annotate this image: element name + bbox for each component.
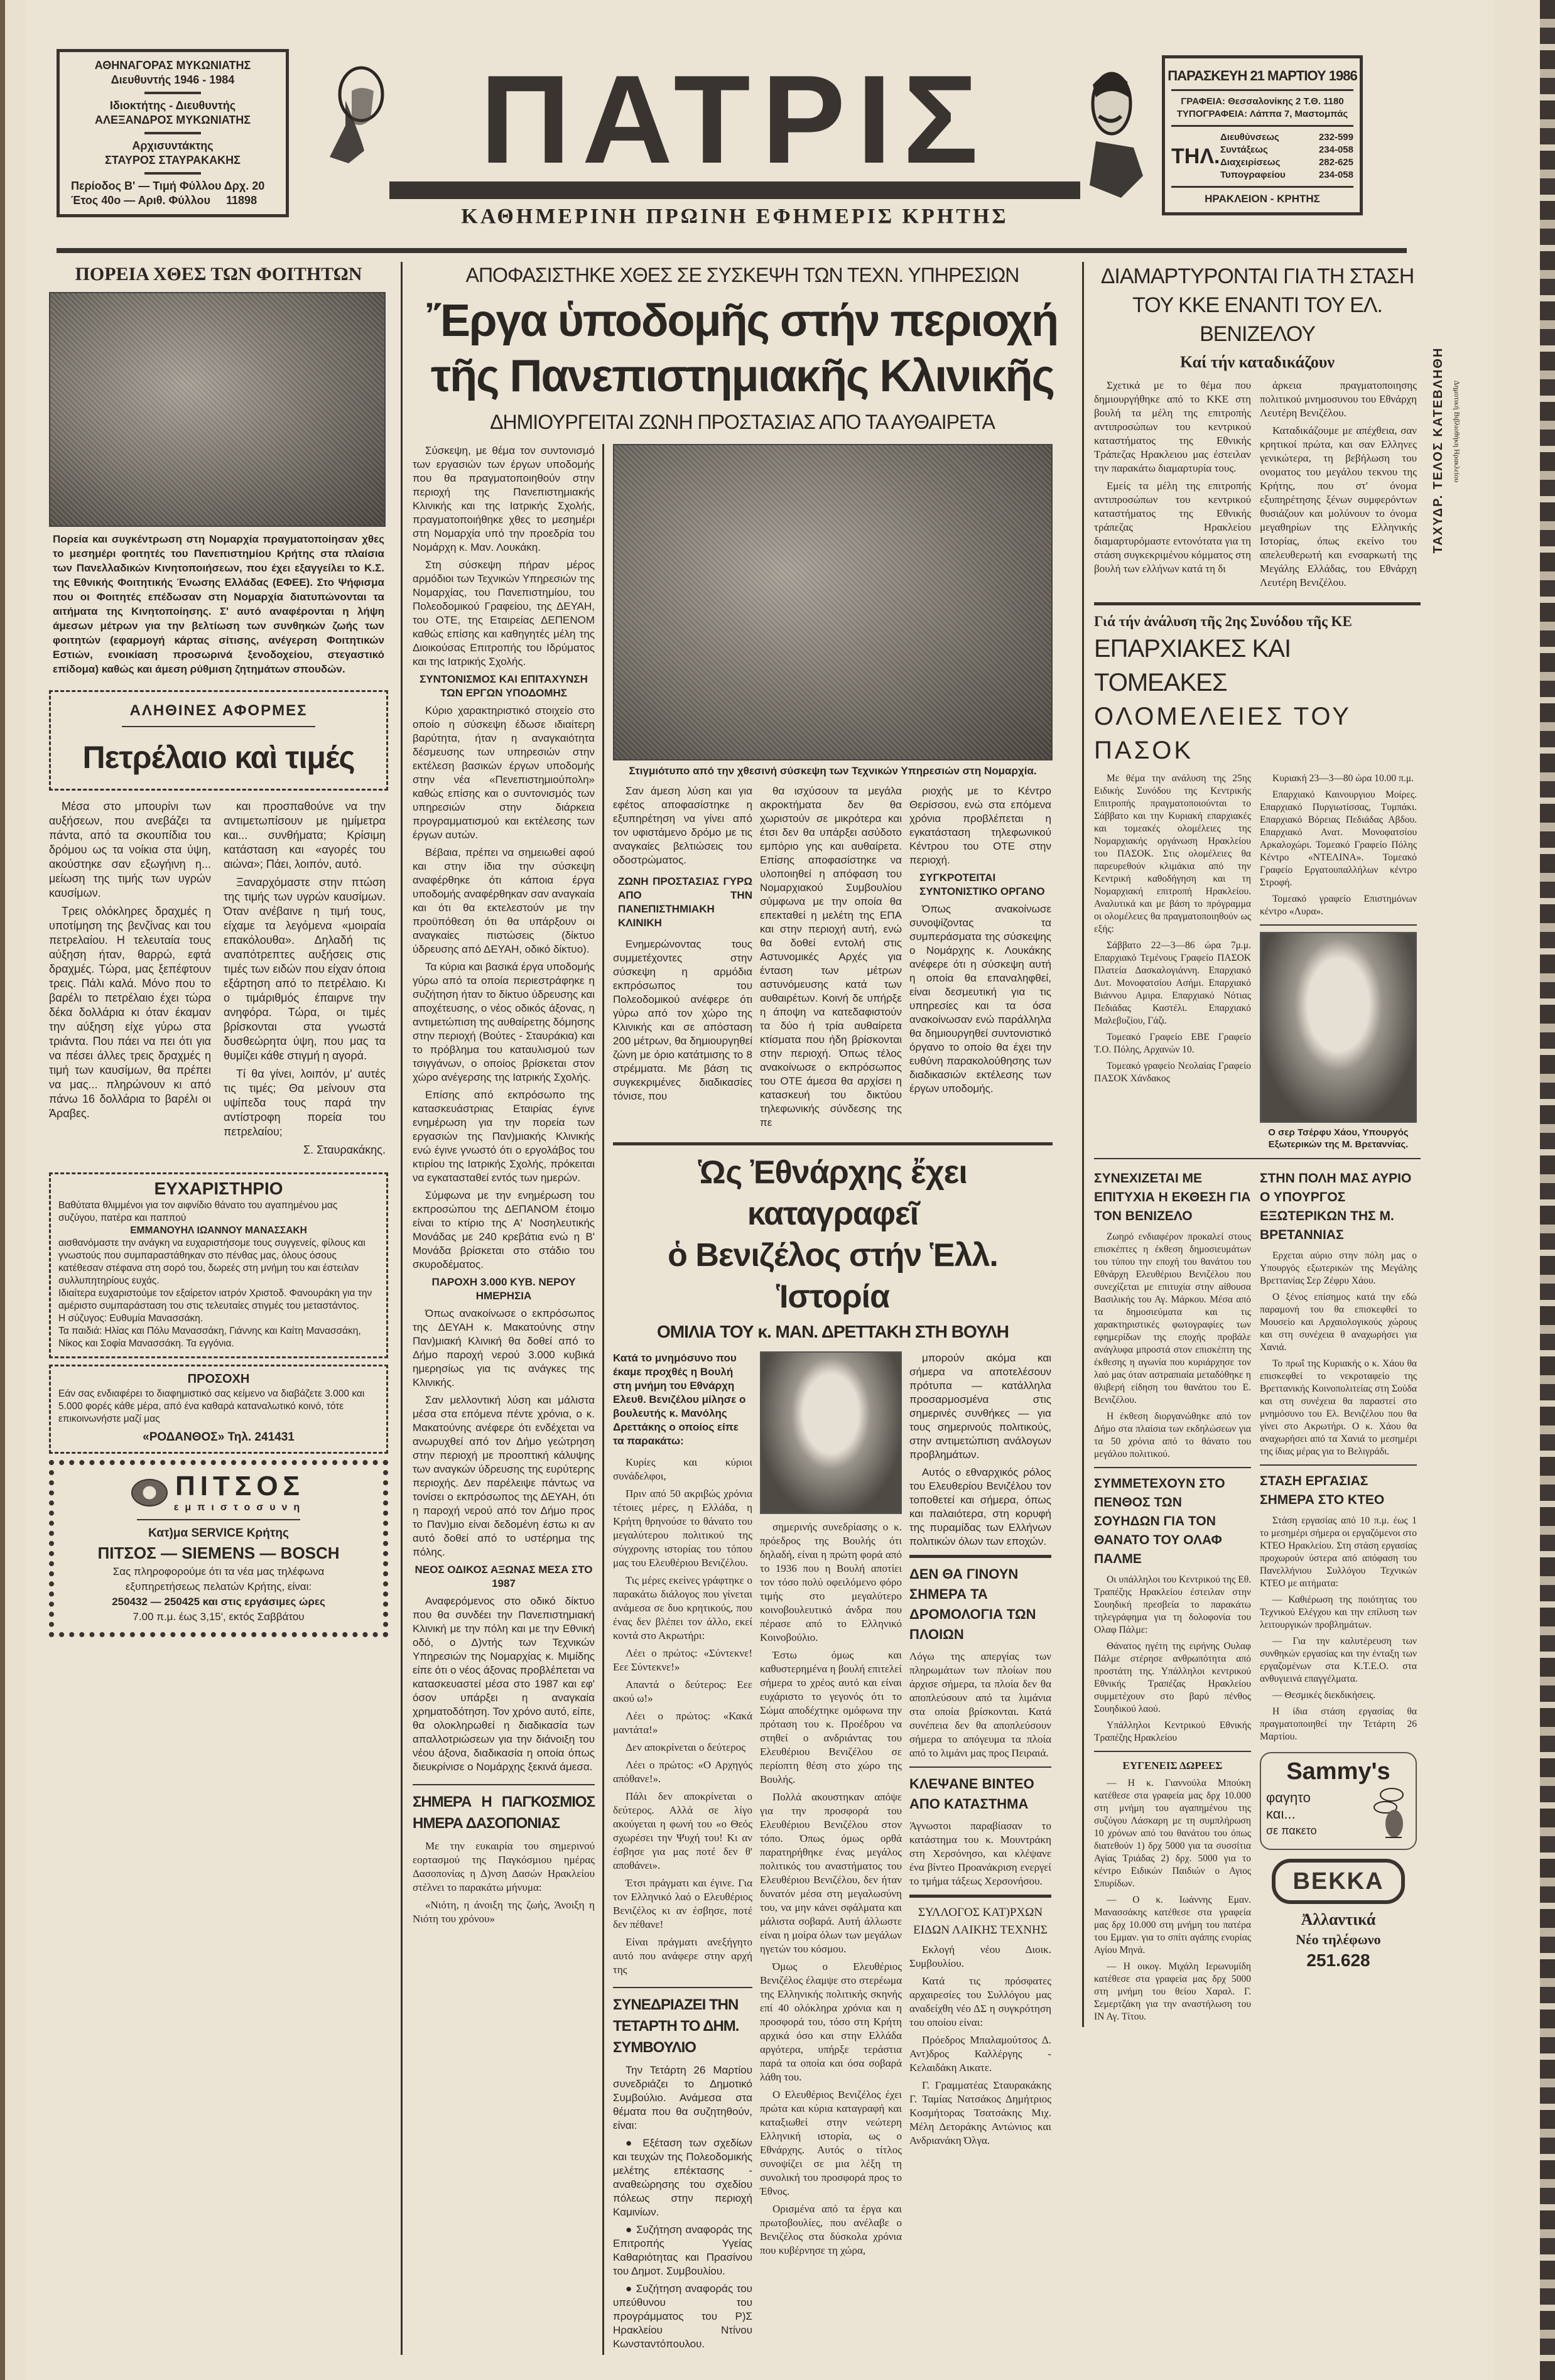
- sammys-ad: [1260, 1752, 1417, 1850]
- sammys-line2: και...: [1266, 1806, 1296, 1822]
- portrait-right-icon: [1083, 66, 1146, 198]
- pitsos-store: Κατ)μα SERVICE Κρήτης: [148, 1527, 289, 1540]
- right-lower-col1: [1094, 1166, 1251, 2027]
- drettakis-photo: [760, 1351, 902, 1514]
- vekka-logo: [1272, 1859, 1405, 1904]
- phone-label: Διευθύνσεως: [1220, 132, 1279, 143]
- clinic-subhead-road: ΝΕΟΣ ΟΔΙΚΟΣ ΑΞΩΝΑΣ ΜΕΣΑ ΣΤΟ 1987: [414, 1564, 593, 1589]
- paragraph: Βέβαια, πρέπει να σημειωθεί αφού και στην ίδια την σύσκεψη αναφέρθηκε ότι κάποια έργα υποδομής αναφέρθηκαν σαν αναγκαία και ότι θα εκτελεστούν με την προϋπόθεση ότι θα υπάρξουν οι αναγκαίες πιστώσεις (δίκτυο ύδρευσης από ΔΕΥΑΗ, οδικό δίκτυο).: [413, 847, 595, 955]
- section-rule: [1094, 602, 1421, 605]
- council-item-text: Εξέταση των σχεδίων και τευχών της Πολεοδομικής μελέτης επέκτασης - αναθεώρησης του σχεδίου πόλεως στην περιοχή Καμινίων.: [613, 2137, 752, 2218]
- phone-row: [1220, 131, 1353, 144]
- divider: [1171, 89, 1353, 91]
- phone-list: [1220, 131, 1353, 181]
- venizelos-lead: Κατά το μνημόσυνο που έκαμε προχθές η Βουλή στη μνήμη του Εθνάρχη Ελευθ. Βενιζέλου μίλησε ο βουλευτής κ. Μανόλης Δρεττάκης ο οποίος είπε τα παρακάτω:: [613, 1352, 746, 1447]
- paragraph: Επαρχιακό Καινουργιου Μοίρες. Επαρχιακό Πυργιωτίσσας, Τυμπάκι. Επαρχιακό Βόρειας Πεδιάδας Αβδου. Επαρχιακό Ανατ. Μονοφατσίου Αρκαλοχώρι. Τομεακό Γραφείο Πόλης Κέντρο «ΝΤΕΛΙΝΑ». Τομεακό Γραφείο Εργατουπαλλήλων κέντρο Στροφή.: [1260, 789, 1417, 888]
- postage-strip: [1429, 312, 1447, 588]
- thanks-text: αισθανόμαστε την ανάγκη να ευχαριστήσομε τους συγγενείς, φίλους και γνωστούς που συμπαραστάθηκαν στο πένθας μας, όλους όσους κατέθεσαν στέφανα στη σορό του, δωρεές στη μνήμη του και έστειλαν συλλυπητηρίους ευχάς.: [58, 1238, 366, 1286]
- venizelos-col1: [613, 1456, 752, 1977]
- pitsos-hours: 7.00 π.μ. έως 3,15', εκτός Σαββάτου: [133, 1611, 305, 1623]
- students-march-photo: [49, 292, 386, 527]
- newspaper-page: [25, 0, 1495, 2380]
- kke-columns: [1094, 379, 1421, 593]
- folk-art-text: [909, 1943, 1051, 2148]
- ferries-headline: ΔΕΝ ΘΑ ΓΙΝΟΥΝ ΣΗΜΕΡΑ ΤΑ ΔΡΟΜΟΛΟΓΙΑ ΤΩΝ ΠΛΟΙΩΝ: [909, 1566, 1036, 1642]
- donation-item: — Η κ. Γιαννούλα Μπούκη κατέθεσε στα γραφεία μας δρχ 10.000 στη μνήμη του αγαπημένου της συζύγου Λάσκαρη με τη συμπλήρωση 10 χρόνων από του θανάτου του όπως διατεθούν 1) δρχ 5000 για τα συσσίτια Αγίας Τριάδας 2) δρχ. 5000 για το κέντρο Ειδικών Παιδιών ο Αγιος Σπυρίδων.: [1094, 1778, 1251, 1889]
- attention-title: ΠΡΟΣΟΧΗ: [187, 1372, 250, 1386]
- phone-row: [1220, 156, 1353, 169]
- paragraph: Όπως ανακοίνωσε ο εκπρόσωπος της ΔΕΥΑΗ κ. Μακατούνης στην Παν)μιακή Κλινική θα δοθεί από το Δήμο παροχή νερού 3.000 κυβικά ημερησίως για τις ανάγκες της Κλινικής.: [413, 1307, 595, 1388]
- palme-headline: ΣΥΜΜΕΤΕΧΟΥΝ ΣΤΟ ΠΕΝΘΟΣ ΤΩΝ ΣΟΥΗΔΩΝ ΓΙΑ ΤΟΝ ΘΑΝΑΤΟ ΤΟΥ ΟΛΑΦ ΠΑΛΜΕ: [1094, 1476, 1225, 1566]
- oil-col2: [224, 799, 386, 1161]
- paragraph: Έστω όμως και καθυστερημένα η βουλή επιτελεί σήμερα το χρέος αυτό και είναι ευχάριστο το γεγονός ότι το Σώμα αποδέχτηκε ομόφωνα την πρόταση του κ. Προέδρου να στηθεί ο ανδριάντας του Ελευθέριου Βενιζέλου σε περίοπτη θέση στο χώρο της Βουλής.: [760, 1649, 902, 1785]
- pitsos-brand: ΠΙΤΣΟΣ: [175, 1471, 305, 1501]
- right-column: [1082, 262, 1421, 2027]
- clinic-lower-columns: [613, 784, 1053, 1133]
- masthead-bottom-rule: [57, 248, 1407, 253]
- paragraph: Η έκθεση διοργανώθηκε από τον Δήμο στα πλαίσια των εκδηλώσεων για τα 50 χρόνια από το θάνατο του μεγάλου πολιτικού.: [1094, 1411, 1251, 1459]
- clinic-col2: [613, 784, 752, 1107]
- divider: [1171, 125, 1353, 127]
- paragraph: Στη σύσκεψη πήραν μέρος αρμόδιοι των Τεχνικών Υπηρεσιών της Νομαρχίας, του Πανεπιστημίου, του Πολεοδομικού Γραφείου, της ΔΕΥΑΗ, του ΟΤΕ, της Εταιρείας ΔΕΠΕΝΟΜ καθώς επίσης και καθηγητές μέλη της Διοικούσας Επιτροπής του Ιδρύματος και της Ιατρικής Σχολής.: [413, 559, 595, 668]
- pasok-headline-1: ΕΠΑΡΧΙΑΚΕΣ ΚΑΙ ΤΟΜΕΑΚΕΣ: [1094, 635, 1291, 696]
- title-underbar: [389, 181, 1080, 199]
- pitsos-logo-icon: [131, 1479, 168, 1506]
- paragraph: Ερχεται αύριο στην πόλη μας ο Υπουργός εξωτερικών της Μεγάλης Βρεττανίας Σερ Ζέφρυ Χάου.: [1260, 1250, 1417, 1286]
- exhibition-headline: ΣΥΝΕΧΙΖΕΤΑΙ ΜΕ ΕΠΙΤΥΧΙΑ Η ΕΚΘΕΣΗ ΓΙΑ ΤΟΝ ΒΕΝΙΖΕΛΟ: [1094, 1171, 1251, 1223]
- masthead-subtitle: ΚΑΘΗΜΕΡΙΝΗ ΠΡΩΙΝΗ ΕΦΗΜΕΡΙΣ ΚΡΗΤΗΣ: [461, 205, 1009, 228]
- page-edge-left: [0, 0, 5, 2380]
- vekka-brand: ΒΕΚΚΑ: [1292, 1868, 1384, 1895]
- paragraph: Όμως ο Ελευθέριος Βενιζέλος έλαμψε στο στερέωμα της Ελληνικής πολιτικής σκηνής επί 40 ολόκληρα χρόνια και η προσφορά του, τόσο στη Κρήτη αρχικά όσο και στην Ελλάδα αργότερα, υπήρξε τεράστια παρά τα οποία και όσα σοβαρά λάθη του.: [760, 1961, 902, 2083]
- paragraph: θα ισχύσουν τα μεγάλα ακροκτήματα δεν θα χωριστούν σε μικρότερα και έτσι δεν θα υπάρξει ασύδοτο εμπόριο γης και αυθαίρετα. Επίσης αποφασίστηκε να υλοποιηθεί η απόφαση του Νομαρχιακού Συμβουλίου σύμφωνα με την οποία θα επεκταθεί η μελέτη της ΕΠΑ και στην περιοχή αυτή, ενώ θα δοθεί εντολή στις Αστυνομικές Αρχές για ένταση των μέτρων αστυνόμευσης κατά των αυθαιρέτων. Κοινή δε υπήρξε η άποψη να κατεδαφιστούν τα δύο ή τρία αυθαίρετα κτίσματα που ήδη βρίσκονται στην περιοχή. Όπως τέλος ανακοίνωσε ο εκπρόσωπος του ΟΤΕ άμεσα θα αρχίσει η κατασκευή του δικτύου τηλεφωνικής σύνδεσης της πε: [760, 785, 902, 1128]
- strike-item-text: Για την καλυτέρευση των συνθηκών εργασίας και την ένταξη των εργαζομένων στα Κ.Τ.Ε.Ο. στα ανθυγιεινά επαγγέλματα.: [1260, 1636, 1417, 1684]
- clinic-subhead-water: ΠΑΡΟΧΗ 3.000 ΚΥΒ. ΝΕΡΟΥ ΗΜΕΡΗΣΙΑ: [431, 1276, 576, 1302]
- clinic-kicker: ΑΠΟΦΑΣΙΣΤΗΚΕ ΧΘΕΣ ΣΕ ΣΥΣΚΕΨΗ ΤΩΝ ΤΕΧΝ. ΥΠΗΡΕΣΙΩΝ: [465, 264, 1019, 286]
- paragraph: Ξαναρχόμαστε στην πτώση της τιμής των υγρών καυσίμων. Όταν ανέβαινε η τιμή τους, είχαμε τα λεγόμενα «μοιραία επακόλουθα». Δηλαδή τις αναπότρεπτες αυξήσεις στις τιμές των ειδών που είχαν όποια εξάρτηση από το πετρέλαιο. Κι ο τιμάριθμός έπαιρνε την ανηφόρα. Τώρα, οι τιμές βρίσκονται στα γνωστά δυσθεώρητα ύψη, που μας τα θυμίζει κάθε στιγμή η αγορά.: [224, 876, 386, 1062]
- paragraph: άρκεια πραγματοποιησης πολιτικού μνημοσυνου του Εθνάρχη Λευτέρη Βενιζέλου.: [1260, 379, 1417, 419]
- paragraph: Κατά τις πρόσφατες αρχαιρεσίες του Συλλόγου μας αναδείχθη νέο ΔΣ η συγκρότηση του οποίου είναι:: [909, 1975, 1051, 2028]
- masthead-title: [389, 58, 1080, 229]
- phone-number: 232-599: [1318, 132, 1353, 143]
- page-edge-right: [1540, 0, 1555, 2380]
- oil-kicker: ΑΛΗΘΙΝΕΣ ΑΦΟΡΜΕΣ: [129, 702, 308, 719]
- section-rule: [1260, 924, 1417, 926]
- paragraph: Σαν μελλοντική λύση και μάλιστα μέσα στα επόμενα πέντε χρόνια, ο κ. Μακατούνης ανέφερε ότι ενδέχεται να ανωρυχθεί από τον Δήμο γεώτρηση στην περιοχή με προοπτική κάλυψης των αναγκών ύδρευσης της ευρύτερης περιοχής. Δεν παρέλειψε πάντως να τονίσει ο εκπρόσωπος της ΔΕΥΑΗ, ότι η παροχή νερού από τον Δήμο προς το Παν)μιο είναι δεδομένη έστω κι αν αυτό δοθεί από το υστέρημα της πόλης.: [413, 1394, 595, 1558]
- council-item: ● Εξέταση των σχεδίων και τευχών της Πολεοδομικής μελέτης επέκτασης - αναθεώρησης του σχεδίου πόλεως στην περιοχή Καμινίων.: [613, 2137, 752, 2218]
- divider: [122, 726, 315, 727]
- paragraph: Σύσκεψη, με θέμα τον συντονισμό των εργασιών των έργων υποδομής που θα πραγματοποιηθούν στην περιοχή της Πανεπιστημιακής Κλινικής και της Ιατρικής Σχολής, πραγματοποιήθηκε χθες το μεσημέρι στη Νομαρχία υπό την προεδρία του Νομάρχη κ. Μαν. Λουκάκη.: [413, 445, 595, 553]
- kke-col2: [1260, 379, 1417, 593]
- paragraph: Εμείς τα μέλη της επιτροπής αντιπροσώπων του κεντρικού καταστήματος της Εθνικής τράπεζας Ηρακλείου διαμαρτυρόμαστε εντονότατα για τη στάση συγκεκριμένου κόμματος στη βουλή των ελλήνων κατά τη δι: [1094, 480, 1251, 575]
- paragraph: Με την ευκαιρία του σημερινού εορτασμού της Παγκόσμιου ημέρας Δασοπονίας η Δ)νση Δασών Ηρακλείου στέλνει το παρακάτω μήνυμα:: [413, 1840, 595, 1893]
- section-rule: [1094, 1158, 1421, 1159]
- pasok-col1: [1094, 772, 1251, 1089]
- section-rule: [1094, 1751, 1251, 1752]
- palme-text: [1094, 1574, 1251, 1744]
- year-label: Έτος 40ο — Αριθ. Φύλλου: [71, 194, 210, 207]
- paragraph: Γ. Γραμματέας Σταυρακάκης Γ. Ταμίας Νατσάκος Δημήτριος Κοσμήτορας Τσατσάκης Μιχ. Μέλη Δετοράκης Αντώνιος και Ανδριανάκη Όλγα.: [909, 2079, 1051, 2146]
- pitsos-phones: 250432 — 250425 και στις εργάσιμες ώρες: [112, 1596, 325, 1608]
- strike-item-text: Θεσμικές διεκδικήσεις.: [1284, 1690, 1376, 1701]
- section-rule: [413, 1784, 595, 1785]
- pasok-columns: [1094, 772, 1421, 1150]
- printing-address: ΤΥΠΟΓΡΑΦΕΙΑ: Λάππα 7, Μαστομπάς: [1176, 109, 1348, 119]
- signature: Σ. Σταυρακάκης.: [303, 1144, 386, 1156]
- paragraph: Σύμφωνα με την ενημέρωση του εκπροσώπου της ΔΕΠΑΝΟΜ έτοιμο είναι το κτίριο της Α' Νοσηλευτικής Μονάδας με 240 κρεβάτια ενώ η Β' Μονάδα βρίσκεται στο στάδιο του σκυροδέματος.: [413, 1189, 595, 1270]
- vekka-ad: [1260, 1859, 1417, 1972]
- paragraph: Επίσης από εκπρόσωπο της κατασκευάστριας Εταιρίας έγινε ενημέρωση για την πορεία των εργασιών της Παν)μιακής Κλινικής ενώ έγινε γνωστό ότι ο εργολάβος του κτιρίου της Ιατρικής Σχολής, πρόκειται να εγκατασταθεί εντός των ημερών.: [413, 1089, 595, 1184]
- paragraph: Ο ξένος επίσημος κατά την εδώ παραμονή του θα επισκεφθεί το Μουσείο και Αρχαιολογικούς χώρους και στη συνέχεια θ αναχωρήσει για Χανιά.: [1260, 1292, 1417, 1353]
- thanks-deceased: ΕΜΜΑΝΟΥΗΛ ΙΩΑΝΝΟΥ ΜΑΝΑΣΣΑΚΗ: [130, 1225, 307, 1236]
- phone-number: 234-058: [1318, 144, 1353, 155]
- phone-label: Τυπογραφείου: [1220, 170, 1286, 180]
- council-item: ● Συζήτηση αναφοράς της Επιτροπής Υγείας Καθαριότητας και Πρασίνου του Δημοτ. Συμβουλίου.: [613, 2224, 752, 2277]
- paragraph: Λέει ο πρώτος: «Σύντεκνε! Εεε Σύντεκνε!»: [613, 1647, 752, 1673]
- attention-text: Εάν σας ενδιαφέρει το διαφημιστικό σας κείμενο να διαβάζετε 3.000 και 5.000 φορές κάθε μέρα, από ένα καθαρά καταναλωτικό κοινό, τότε επικοινωνήστε μαζί μας: [58, 1388, 365, 1424]
- vekka-phone: 251.628: [1306, 1950, 1370, 1970]
- pitsos-line1: Σας πληροφορούμε ότι τα νέα μας τηλέφωνα: [112, 1566, 325, 1577]
- donation-text: Η κ. Γιαννούλα Μπούκη κατέθεσε στα γραφεία μας δρχ 10.000 στη μνήμη του αγαπημένου της συζύγου Λάσκαρη με τη συμπλήρωση 10 χρόνων από του θανάτου του όπως διατεθούν 1) δρχ 5000 για τα συσσίτια Αγίας Τριάδας 2) δρχ. 5000 για το κέντρο Ειδικών Παιδιών ο Αγιος Σπυρίδων.: [1094, 1778, 1251, 1889]
- founder-role: Διευθυντής 1946 - 1984: [111, 73, 235, 86]
- pasok-kicker: Γιά τήν ἀνάλυση τῆς 2ης Συνόδου τῆς ΚΕ: [1094, 614, 1352, 629]
- paragraph: Η ίδια στάση εργασίας θα πραγματοποιηθεί την Τετάρτη 26 Μαρτίου.: [1260, 1706, 1417, 1742]
- paragraph: μπορούν ακόμα και σήμερα να αποτελέσουν πρότυπα — κατάλληλα προσαρμοσμένα στις σημερινές συνθήκες — για τους σημερινούς πολιτικούς, στην αντιμετώπιση ανάλογων προβλημάτων.: [909, 1352, 1051, 1461]
- donations-headline: ΕΥΓΕΝΕΙΣ ΔΩΡΕΕΣ: [1122, 1760, 1223, 1771]
- strike-item-text: Καθιέρωση της ποιότητας του Τεχνικού Ελέγχου και την επίλυση των λειτουργικών προβλημάτων.: [1260, 1594, 1417, 1630]
- paragraph: Κύριο χαρακτηριστικό στοιχείο στο οποίο η σύσκεψη έδωσε ιδιαίτερη βαρύτητα, ήταν η αναγκαιότητα δέσμευσης των υπηρεσιών στην εκτέλεση βασικών έργων υποδομής στην νέα «Πενεπιστημιούπολη» καθώς επίσης και ο συντονισμός των υπηρεσιών στην διάρκεια προγραμματισμού και εκτέλεσης των έργων αυτών.: [413, 705, 595, 841]
- venizelos-headline-1: Ὡς Ἐθνάρχης ἔχει καταγραφεῖ: [698, 1154, 967, 1232]
- pitsos-ad: [49, 1460, 388, 1637]
- howe-photo: [1260, 932, 1417, 1123]
- palme-quote: Θάνατος ηγέτη της ειρήνης Ουλαφ Πάλμε στέρησε ανθρωπότητα από προστάτη της. Υπάλληλοι κεντρικού Εθνικής Τραπέζας Ηρακλείου συμμετέχουν στο βαρύ πένθος Σουηδικού λαού.: [1094, 1641, 1251, 1714]
- venizelos-headline-2: ὁ Βενιζέλος στήν Ἑλλ. Ἱστορία: [668, 1237, 998, 1315]
- sammys-line3: σε πακετο: [1266, 1824, 1317, 1837]
- minister-headline: ΣΤΗΝ ΠΟΛΗ ΜΑΣ ΑΥΡΙΟ Ο ΥΠΟΥΡΓΟΣ ΕΞΩΤΕΡΙΚΩΝ ΤΗΣ Μ. ΒΡΕΤΑΝΝΙΑΣ: [1260, 1171, 1412, 1242]
- attention-ad: [49, 1365, 388, 1454]
- tel-label: ΤΗΛ.: [1171, 144, 1220, 168]
- clinic-subhead-coordination: ΣΥΝΤΟΝΙΣΜΟΣ ΚΑΙ ΕΠΙΤΑΧΥΝΣΗ ΤΩΝ ΕΡΓΩΝ ΥΠΟΔΟΜΗΣ: [420, 673, 588, 699]
- council-item: ● Συζήτηση αναφοράς του υπεύθυνου του προγράμματος του Ρ)Σ Ηρακλείου Ντίνου Κωνσταντόπουλου.: [613, 2283, 752, 2350]
- masthead-right-box: [1162, 55, 1363, 215]
- section-rule: [909, 1766, 1051, 1768]
- paragraph: Τομεακό γραφείο Επιστημόνων κέντρο «Λυρα».: [1260, 894, 1417, 917]
- clinic-col1: [413, 444, 602, 1930]
- video-theft-headline: ΚΛΕΨΑΝΕ ΒΙΝΤΕΟ ΑΠΟ ΚΑΤΑΣΤΗΜΑ: [909, 1776, 1034, 1812]
- venizelos-col3-wrap: [909, 1351, 1051, 2151]
- council-item-text: Συζήτηση αναφοράς της Επιτροπής Υγείας Καθαριότητας και Πρασίνου του Δημοτ. Συμβουλίου.: [613, 2224, 752, 2277]
- thanks-spouse: Η σύζυγος: Ευθυμία Μανασσάκη.: [58, 1313, 203, 1324]
- paragraph: Απαντά ο δεύτερος: Εεε ακού ω!»: [613, 1679, 752, 1704]
- phone-row: [1220, 144, 1353, 156]
- divider: [1171, 186, 1353, 188]
- postage-paid-text: ΤΑΧΥΔΡ. ΤΕΛΟΣ ΚΑΤΕΒΛΗΘΗ: [1431, 347, 1445, 554]
- minister-text: [1260, 1250, 1417, 1458]
- phone-row: [1220, 169, 1353, 181]
- paragraph: Ορισμένα από τα έργα και πρωτοβουλίες, που ανέλαβε ο Βενιζέλος στα δύσκολα χρόνια που κυβέρνησε τη χώρα,: [760, 2203, 902, 2256]
- portrait-left-icon: [327, 63, 389, 188]
- divider: [144, 172, 201, 175]
- venizelos-col2: [760, 1520, 902, 2258]
- paragraph: Την Τετάρτη 26 Μαρτίου συνεδριάζει το Δημοτικό Συμβούλιο. Ανάμεσα στα θέματα που θα συζητηθούν, είναι:: [613, 2064, 752, 2131]
- thanks-notice: [49, 1172, 388, 1358]
- period-line: Περίοδος Β' — Τιμή Φύλλου Δρχ. 20: [71, 180, 265, 192]
- section-rule: [613, 1142, 1053, 1145]
- sammys-brand: Sammy's: [1286, 1758, 1390, 1785]
- section-rule: [909, 1895, 1051, 1898]
- paragraph: Αναφερόμενος στο οδικό δίκτυο που θα συνδέει την Πανεπιστημιακή Κλινική με την πόλη και με την Εθνική οδό, ο Δ)ντής των Τεχνικών Υπηρεσιών της Νομαρχίας κ. Μιμίδης είπε ότι ο νέος άξονας προβλέπεται να κατασκευαστεί μέσα στο 1987 και εφ' όσον υπάρξει η αναγκαία χρηματοδότηση. Τον χρόνο αυτό, είπε, θα ολοκληρωθεί η διαδικασία των απαλλοτριώσεων για την διάνοιξη του νέου άξονα, διαδικασία η οποία όπως διευκρίνισε ο Νομάρχης ξεκινά άμεσα.: [413, 1595, 595, 1773]
- paragraph: Ενημερώνοντας τους συμμετέχοντες στην σύσκεψη η αρμόδια εκπρόσωπος του Πολεοδομικού ανέφερε ότι γύρω από τον χώρο της Κλινικής και σε απόσταση 200 μέτρων, θα δημιουργηθεί ζώνη με όριο κατάτμισης το 8 στρέμματα. Με βάση τις συγκεκριμένες διαδικασίες τόνισε, που: [613, 938, 752, 1102]
- phone-label: Διαχειρίσεως: [1220, 157, 1281, 168]
- divider: [144, 92, 201, 94]
- clinic-col4: [909, 784, 1051, 1100]
- library-stamp-text: Δημοτική Βιβλιοθήκη Ηρακλείου: [1453, 380, 1461, 483]
- forestry-text: [413, 1839, 595, 1926]
- vekka-line: Νέο τηλέφωνο: [1296, 1932, 1381, 1947]
- kke-headline-1: ΔΙΑΜΑΡΤΥΡΟΝΤΑΙ ΓΙΑ ΤΗ ΣΤΑΣΗ: [1100, 264, 1414, 288]
- kke-headline-2: ΤΟΥ ΚΚΕ ΕΝΑΝΤΙ ΤΟΥ ΕΛ. ΒΕΝΙΖΕΛΟΥ: [1132, 293, 1382, 346]
- venizelos-columns: [613, 1351, 1053, 2355]
- pasok-col2: [1260, 772, 1417, 918]
- paragraph: Είναι πράγματι ανεξήγητο αυτό που ανάφερε στην αρχή της: [613, 1936, 752, 1976]
- strike-headline: ΣΤΑΣΗ ΕΡΓΑΣΙΑΣ ΣΗΜΕΡΑ ΣΤΟ ΚΤΕΟ: [1260, 1474, 1385, 1507]
- section-rule: [1094, 1467, 1251, 1468]
- venizelos-col3: [909, 1351, 1051, 1549]
- phone-number: 282-625: [1318, 157, 1353, 168]
- attention-contact: «ΡΟΔΑΝΘΟΣ» Τηλ. 241431: [143, 1431, 295, 1444]
- folk-art-headline: ΣΥΛΛΟΓΟΣ ΚΑΤ)ΡΧΩΝ ΕΙΔΩΝ ΛΑΙΚΗΣ ΤΕΧΝΗΣ: [913, 1906, 1048, 1937]
- offices-address: ΓΡΑΦΕΙΑ: Θεσσαλονίκης 2 Τ.Θ. 1180: [1181, 96, 1344, 107]
- kke-col1: [1094, 379, 1251, 580]
- paragraph: Τις μέρες εκείνες γράφτηκε ο παρακάτω διάλογος που γίνεται ανάμεσα σε δυο κρητικούς, που ένας δεν βλέπει τον άλλο, εκεί κοντά στο Ακρωτήρι:: [613, 1574, 752, 1642]
- paragraph: Με θέμα την ανάλυση της 25ης Ειδικής Συνόδου της Κεντρικής Επιτροπής πραγματοποιούνται το Σάββατο και την Κυριακή επαρχιακές και τομεακές ολομέλειες της Νομαρχιακής οργάνωση Ηρακλείου του ΠΑΣΟΚ. Στις ολομέλειες θα παρευρεθούν κλιμάκια από την Κεντρική καθοδήγηση και τη Νομαρχιακή επιτροπή Ηρακλείου. Αναλυτικά και με βάση το πρόγραμμα οι ολομέλειες θα πραγματοποιηθούν ως εξής:: [1094, 773, 1251, 934]
- pitsos-line2: εξυπηρετήσεως πελατών Κρήτης, είναι:: [125, 1581, 312, 1593]
- right-lower-columns: [1094, 1166, 1421, 2027]
- thanks-children: Τα παιδιά: Ηλίας και Πόλυ Μανασσάκη, Γιάννης και Καίτη Μανασσάκη, Νίκος και Σοφία Μανασσάκη. Τα εγγόνια.: [58, 1326, 361, 1349]
- owner-role: Ιδιοκτήτης - Διευθυντής: [109, 99, 236, 112]
- council-headline: ΣΥΝΕΔΡΙΑΖΕΙ ΤΗΝ ΤΕΤΑΡΤΗ ΤΟ ΔΗΜ. ΣΥΜΒΟΥΛΙΟ: [613, 1996, 739, 2056]
- paragraph: Το πρωΐ της Κυριακής ο κ. Χάου θα επισκεφθεί το νεκροταφείο της Βρεττανικής Κοινοπολιτείας στη Σούδα και στη συνέχεια θα παραστεί στο μνημόσυνο του Ελ. Βενιζέλου που θα γίνει στο Ακρωτήρι. Ο κ. Χάου θα αναχωρήσει από τα Χανιά το μεσημέρι της ίδιας μέρας για το Βελιγράδι.: [1260, 1358, 1417, 1457]
- section-rule: [909, 1555, 1051, 1558]
- clinic-subhead-organ: ΣΥΓΚΡΟΤΕΙΤΑΙ ΣΥΝΤΟΝΙΣΤΙΚΟ ΟΡΓΑΝΟ: [919, 872, 1045, 897]
- phone-number: 234-058: [1318, 170, 1353, 180]
- issue-number: 11898: [226, 194, 257, 207]
- main-columns: [25, 253, 1495, 2355]
- issue-date: ΠΑΡΑΣΚΕΥΗ 21 ΜΑΡΤΙΟΥ 1986: [1168, 68, 1357, 84]
- exhibition-text: [1094, 1231, 1251, 1461]
- divider: [137, 1519, 300, 1520]
- newspaper-title: ΠΑΤΡΙΣ: [480, 58, 990, 181]
- forestry-quote: «Νιότη, η άνοιξη της ζωής, Άνοιξη η Νιότη του χρόνου»: [413, 1899, 595, 1925]
- paragraph: Τα κύρια και βασικά έργα υποδομής γύρω από τα οποία περιεστράφηκε η συζήτηση ήταν το δίκτυο ύδρευσης και αποχέτευσης, ο νέος οδικός άξονας, η αντιμετώπιση της αυθαίρετης δόμησης στην περιοχή (Βούτες - Σταυράκια) και το πρόβλημα του καταυλισμού των τσιγγάνων, ο οποίος βρίσκεται στον χώρο ανέγερσης της Ιατρικής Σχολής.: [413, 961, 595, 1083]
- paragraph: Λέει ο πρώτος: «Κακά μαντάτα!»: [613, 1710, 752, 1736]
- oil-headline: Πετρέλαιο καὶ τιμές: [82, 740, 355, 775]
- strike-item: — Για την καλυτέρευση των συνθηκών εργασίας και την ένταξη των εργαζομένων στα Κ.Τ.Ε.Ο. στα ανθυγιεινά επαγγέλματα.: [1260, 1636, 1417, 1684]
- masthead: [25, 0, 1495, 245]
- thanks-text2: Ιδιαίτερα ευχαριστούμε τον εξαίρετον ιατρόν Χριστοδ. Φανουράκη για την αμέριστο συμπαράσταση του στις τελευταίες στιγμές του μεταστάντος.: [58, 1288, 372, 1311]
- video-theft-text: Άγνωστοι παραβίασαν το κατάστημα του κ. Μουντράκη στη Χερσόνησο, και κλέψανε ένα βίντεο Προανάκριση ενεργεί το τμήμα τάξεως Χερσονήσου.: [909, 1820, 1051, 1887]
- masthead-left-box: [57, 49, 289, 217]
- palme-signature: Υπάλληλοι Κεντρικού Εθνικής Τραπέζης Ηρακλείου: [1094, 1720, 1251, 1743]
- donation-text: Ο κ. Ιωάννης Εμαν. Μανασσάκης κατέθεσε στα γραφεία μας δρχ 10.000 στη μνήμη του πατέρα του Εμμαν. για το σπίτι αγάπης ενορίας Αγίου Μηνά.: [1094, 1895, 1252, 1955]
- section-rule: [613, 1987, 752, 1988]
- year-line: [60, 193, 286, 208]
- paragraph: σημερινής συνεδρίασης ο κ. πρόεδρος της Βουλής ότι δηλαδή, είναι η πρώτη φορά από το 1936 που η Βουλή αποτίει τον τόσο πολύ οφειλόμενο φόρο τιμής στο μεγαλύτερο κοινοβουλευτικό άνδρα που πέρασε από το Ελληνικό Κοινοβούλιο.: [760, 1521, 902, 1643]
- left-column: [49, 262, 401, 1637]
- strike-item: — Καθιέρωση της ποιότητας του Τεχνικού Ελέγχου και την επίλυση των λειτουργικών προβλημάτων.: [1260, 1594, 1417, 1630]
- meeting-photo-caption: Στιγμιότυπο από την χθεσινή σύσκεψη των Τεχνικών Υπηρεσιών στη Νομαρχία.: [629, 765, 1037, 777]
- sammys-line1: φαγητο: [1266, 1790, 1311, 1805]
- paragraph: και προσπαθούνε να την αντιμετωπίσουν με ημίμετρα και... συνθήματα; Κρίσιμη κατάσταση και «αγορές του αιώνα»; Πάει, λοιπόν, αυτό.: [224, 800, 386, 870]
- paragraph: Μέσα στο μπουρίνι των αυξήσεων, που ανεβάζει τα πάντα, από τα σκουπίδια του δρόμου ως τα νοίκια στα ύψη, ακούστηκε σαν εξωγήινη η... μείωση της τιμής των υγρών καυσίμων.: [49, 800, 211, 899]
- venizelos-col2-wrap: [760, 1351, 902, 2261]
- library-stamp: [1451, 325, 1463, 538]
- paragraph: Τομεακό γραφείο Νεολαίας Γραφείο ΠΑΣΟΚ Χάνδακος: [1094, 1061, 1251, 1084]
- clinic-body: [413, 444, 1072, 2355]
- section-rule: [1260, 1464, 1417, 1466]
- vekka-product: Ἀλλαντικά: [1301, 1910, 1376, 1928]
- paragraph: Στάση εργασίας από 10 π.μ. έως 1 το μεσημέρι σήμερα οι εργαζόμενοι στο ΚΤΕΟ Ηρακλείου. Στη στάση εργασίας προχωρούν ύστερα από απόφαση του Πανελλήνιου Συλλόγου Τεχνικών ΚΤΕΟ με αιτήματα:: [1260, 1515, 1417, 1589]
- clinic-headline-2: τῆς Πανεπιστημιακῆς Κλινικῆς: [430, 351, 1054, 401]
- paragraph: Έτσι πράγματι και έγινε. Για τον Ελληνικό λαό ο Ελευθέριος Βενιζέλος κι αν έσβησε, ποτέ δεν πέθανε!: [613, 1877, 752, 1930]
- paragraph: Όπως ανακοίνωσε συνοψίζοντας τα συμπεράσματα της σύσκεψης ο Νομάρχης κ. Λουκάκης ανέφερε ότι η σύσκεψη αυτή η οποία θα επαναληφθεί, είναι δεσμευτική για τις υπηρεσίες και τα όσα ανακοίνωσαν ενώ παράλληλα θα δημιουργηθεί συντονιστικό όργανο το οποίο θα έχει την ευθύνη παρακολούθησης των διαδικασιών εκτέλεσης των έργων υποδομής.: [909, 903, 1051, 1095]
- paragraph: Τρεις ολόκληρες δραχμές η υποτίμηση της βενζίνας και του πετρελαίου. Η τελευταία τους αύξηση ήταν, θαρρώ, εφτά δραχμές. Τώρα, μας ξεπέφτουν τρεις. Πάλι καλά. Μόνο που το βαρέλι το πετρέλαιο έχει τώρα δέκα δολλάρια κι όταν έκαμαν την αύξηση είχε γύρω στα τριάντα. Που πάει να πει ότι για να πέσει άλλες τρεις δραχμές η τιμή των καυσίμων, θα πρέπει να μας... πληρώνουν κι από πάνω 16 δολλάρια το βαρέλι οι Άραβες.: [49, 905, 211, 1120]
- paragraph: Αυτός ο εθναρχικός ρόλος του Ελευθερίου Βενιζέλου τον τοποθετεί και σήμερα, όπως και παλαιότερα, στη κορυφή της πυραμίδας των Ελλήνων πολιτικών όλων των εποχών.: [909, 1466, 1051, 1547]
- divider: [144, 132, 201, 134]
- paragraph: ριοχής με το Κέντρο Θερίσσου, ενώ στα επόμενα χρόνια προβλέπεται η εγκατάσταση τηλεφωνικού Κέντρου του ΟΤΕ στην περιοχή.: [909, 785, 1051, 866]
- paragraph: Πριν από 50 ακριβώς χρόνια τέτοιες μέρες, η Ελλάδα, η Κρήτη θρηνούσε το θάνατο του μεγαλύτερου πολιτικού της σύγχρονης ιστορίας του τόπου μας του Ελευθέριου Βενιζέλου.: [613, 1488, 752, 1569]
- editor-name: ΣΤΑΥΡΟΣ ΣΤΑΥΡΑΚΑΚΗΣ: [105, 154, 241, 166]
- thanks-intro: Βαθύτατα θλιμμένοι για τον αιφνίδιο θάνατο του αγαπημένου μας συζύγου, πατέρα και παππού: [58, 1200, 338, 1223]
- paragraph: Πρόεδρος Μπαλαμούτσος Δ. Αντ)δρος Καλλέργης - Κελαιδάκη Αικατε.: [909, 2034, 1051, 2074]
- paragraph: Τομεακό Γραφείο ΕΒΕ Γραφείο Τ.Ο. Πόλης, Αρχανών 10.: [1094, 1032, 1251, 1055]
- howe-photo-caption: Ο σερ Τσέρφυ Χάου, Υπουργός Εξωτερικών της Μ. Βρεταννίας.: [1268, 1127, 1409, 1150]
- paragraph: Οι υπάλληλοι του Κεντρικού της Εθ. Τραπέζης Ηρακλείου έστειλαν στην Σουηδική πρεσβεία το παρακάτω τηλεγράφημα για τη δολοφονία του Ολαφ Πάλμε:: [1094, 1574, 1251, 1635]
- paragraph: Πάλι δεν αποκρίνεται ο δεύτερος. Αλλά σε λίγο ακούγεται η φωνή του «ο Θεός σχωρέσει την Ψυχή του! Κι αν έσβησε για μας ποτέ δεν θ' αποθάνει».: [613, 1790, 752, 1871]
- thanks-title: ΕΥΧΑΡΙΣΤΗΡΙΟ: [154, 1179, 283, 1198]
- owner-name: ΑΛΕΞΑΝΔΡΟΣ ΜΥΚΩΝΙΑΤΗΣ: [94, 114, 251, 126]
- paragraph: Ζωηρό ενδιαφέρον προκαλεί στους επισκέπτες η έκθεση δημοσιευμάτων του τύπου την εποχή του θανάτου του Εθνάρχη Ελευθέριου Βενιζέλου που συνεχίζεται με επιτυχία στην αίθουσα Βασιλικής του Αγ. Μάρκου. Μέσα από τα δημοσιεύματα και τις χαρακτηριστικές φωτογραφίες των εφημερίδων της εποχής προβάλε ανάγλυφα μπροστά στον επισκέπτη της έκθεσης η αγωνία που κυριάρχησε τον λαό μας όταν αστραπιαία μεταδόθηκε η θλιβερή είδηση του θανάτου του Ε. Βενιζέλου.: [1094, 1231, 1251, 1405]
- chef-bird-icon: [1367, 1786, 1411, 1842]
- paragraph: Σχετικά με το θέμα που δημιουργήθηκε από το ΚΚΕ στη βουλή τα μέλη της επιτροπής αντιπροσώπων του κεντρικού καταστήματος της Εθνικής Τράπεζας Ηρακλειου μας έστειλαν την παρακάτω διαμαρτυρία τους.: [1094, 379, 1251, 474]
- council-item-text: Συζήτηση αναφοράς του υπεύθυνου του προγράμματος του Ρ)Σ Ηρακλείου Ντίνου Κωνσταντόπουλου.: [613, 2283, 752, 2350]
- paragraph: Λέει ο πρώτος: «Ο Αρχηγός απόθανε!».: [613, 1759, 752, 1785]
- founder-name: ΑΘΗΝΑΓΟΡΑΣ ΜΥΚΩΝΙΑΤΗΣ: [94, 59, 251, 72]
- editor-role: Αρχισυντάκτης: [132, 139, 214, 152]
- center-column: [401, 262, 1082, 2355]
- oil-header-box: [49, 690, 388, 791]
- pasok-headline-2: ΟΛΟΜΕΛΕΙΕΣ ΤΟΥ ΠΑΣΟΚ: [1094, 703, 1352, 764]
- pasok-col2-wrap: [1260, 772, 1417, 1150]
- paragraph: Ο Ελευθέριος Βενιζέλος έχει πρώτα και κύρια καταγραφή και καταξιωθεί στην νεώτερη Ελληνική ιστορία, ως ο Εθνάρχης. Αυτός ο τίτλος συνοψίζει σε μια λέξη τη συνολική του προσφορά προς το Έθνος.: [760, 2089, 902, 2197]
- kke-subhead: Καί τήν καταδικάζουν: [1179, 353, 1335, 371]
- paragraph: Εκλογή νέου Διοικ. Συμβουλίου.: [909, 1944, 1051, 1969]
- venizelos-col1-wrap: [613, 1351, 752, 2355]
- right-lower-col2: [1260, 1166, 1417, 1972]
- paragraph: Τί θα γίνει, λοιπόν, μ' αυτές τις τιμές; Θα μείνουν στα υψίπεδα τους παρά την αντίστροφη πορεία του πετρελαίου;: [224, 1068, 386, 1138]
- clinic-right-area: [602, 444, 1053, 2355]
- meeting-photo: [613, 444, 1053, 760]
- paragraph: Κυρίες και κύριοι συνάδελφοι,: [613, 1456, 752, 1482]
- paragraph: Σάββατο 22—3—86 ώρα 7μ.μ. Επαρχιακό Τεμένους Γραφείο ΠΑΣΟΚ Πλατεία Δασκαλογιάννη. Επαρχιακό Δυτ. Μονοφατσίου Ασήμι. Επαρχιακό Βιάννου Αμιρα. Επαρχιακό Νότιας Πεδιάδας Καστέλι. Επαρχιακό Μαλεβυζίου, Γάζι.: [1094, 940, 1251, 1026]
- students-caption: Πορεία και συγκέντρωση στη Νομαρχία πραγματοποίησαν χθες το μεσημέρι φοιτητές του Πανεπιστημίου Κρήτης στα πλαίσια των Πανελλαδικών Κινητοποιήσεων, που έχει εξαγγείλει το Κ.Σ. της Εθνικής Φοιτητικής Ένωσης Ελλάδας (ΕΦΕΕ). Στο Ψήφισμα που οι Φοιτητές επέδωσαν στη Νομαρχία διατυπώνονται τα αιτήματα της Κινητοποίησης. Σ' αυτό αναφέρονται η λήψη άμεσων μέτρων για την βελτίωση των συνθηκών ζωής των φοιτητών (εφαρμογή κάρτας σίτισης, ανέγερση Φοιτητικών Εστιών, ενοικίαση προσωρινά ξενοδοχείου, στεγαστικό επίδομα) καθώς και άμεση ρύθμιση ζητημάτων σπουδών.: [53, 533, 384, 675]
- students-headline: ΠΟΡΕΙΑ ΧΘΕΣ ΤΩΝ ΦΟΙΤΗΤΩΝ: [75, 264, 362, 284]
- strike-text: [1260, 1515, 1417, 1743]
- clinic-subhead-zone: ΖΩΝΗ ΠΡΟΣΤΑΣΙΑΣ ΓΥΡΩ ΑΠΟ ΤΗΝ ΠΑΝΕΠΙΣΤΗΜΙΑΚΗ ΚΛΙΝΙΚΗ: [618, 875, 752, 929]
- paragraph: Πολλά ακουστηκαν απόψε για την προσφορά του Ελευθέριου Βενιζέλου στον τόπο. Όπως όμως ορθά παρατηρήθηκε ένας μεγάλος πολιτικός του αναστήματος του Ελευθέριου Βενιζέλου, δεν ήταν δυνατόν μέσα στη μεγαλωσύνη του, να μην κάνει σφάλματα και μάλιστα σοβαρά. Αυτή άλλωστε είναι η μοίρα όλων των μεγάλων ηγετών του κόσμου.: [760, 1791, 902, 1955]
- donation-text: Η οικογ. Μιχάλη Ιερωνυμίδη κατέθεσε στα γραφεία μας δρχ 5000 στη μνήμη του θείου Χαραλ. Γ. Σεμερτζάκη για την αναστήλωση του ΙΝ Αγ. Τίτου.: [1094, 1961, 1251, 2022]
- donations-text: [1094, 1777, 1251, 2023]
- council-text: [613, 2064, 752, 2351]
- paragraph: Δεν αποκρίνεται ο δεύτερος: [626, 1741, 746, 1753]
- clinic-subhead: ΔΗΜΙΟΥΡΓΕΙΤΑΙ ΖΩΝΗ ΠΡΟΣΤΑΣΙΑΣ ΑΠΟ ΤΑ ΑΥΘΑΙΡΕΤΑ: [490, 411, 995, 433]
- clinic-headline-1: Ἔργα ὑποδομῆς στήν περιοχή: [426, 296, 1058, 346]
- clinic-col3: [760, 784, 902, 1133]
- donation-item: — Η οικογ. Μιχάλη Ιερωνυμίδη κατέθεσε στα γραφεία μας δρχ 5000 στη μνήμη του θείου Χαραλ. Γ. Σεμερτζάκη για την αναστήλωση του ΙΝ Αγ. Τίτου.: [1094, 1961, 1251, 2022]
- ferries-text: Λόγω της απεργίας των πληρωμάτων των πλοίων που άρχισε σήμερα, τα πλοία δεν θα αποπλεύσουν από τα λιμάνια στα οποία βρίσκονται. Κατά συνέπεια δεν θα αποπλεύσουν σήμερα το απόγευμα τα πλοία από το λιμάνι μας προς Πειραιά.: [909, 1650, 1051, 1759]
- paragraph: Καταδικάζουμε με απέχθεια, σαν κρητικοί πρώτα, και σαν Ελληνες γενικώτερα, τη βεβήλωση του ονοματος του μεγάλου τεκνου της Κρήτης, που στ' όνομα εξυπηρέτησης ξένων συμφερόντων θυσιάζουν και μολύνουν το όνομα μεγαθηρίων της Ελληνικής Ιστορίας, όπως εκείνο του απελευθερωτή και ενσαρκωτή της Μεγάλης Ελλάδας, του Εθνάρχη Λευτέρη Βενιζέλου.: [1260, 425, 1417, 588]
- oil-columns: [49, 799, 388, 1161]
- strike-item: — Θεσμικές διεκδικήσεις.: [1272, 1690, 1376, 1701]
- pitsos-brands: ΠΙΤΣΟΣ — SIEMENS — BOSCH: [97, 1544, 340, 1562]
- pitsos-tagline: εμπιστοσυνη: [173, 1502, 306, 1513]
- side-strip: [1429, 262, 1467, 588]
- forestry-headline: ΣΗΜΕΡΑ Η ΠΑΓΚΟΣΜΙΟΣ ΗΜΕΡΑ ΔΑΣΟΠΟΝΙΑΣ: [413, 1793, 595, 1832]
- city-line: ΗΡΑΚΛΕΙΟΝ - ΚΡΗΤΗΣ: [1205, 193, 1320, 205]
- venizelos-subhead: ΟΜΙΛΙΑ ΤΟΥ κ. ΜΑΝ. ΔΡΕΤΤΑΚΗ ΣΤΗ ΒΟΥΛΗ: [656, 1322, 1009, 1341]
- donation-item: — Ο κ. Ιωάννης Εμαν. Μανασσάκης κατέθεσε στα γραφεία μας δρχ 10.000 στη μνήμη του πατέρα του Εμμαν. για το σπίτι αγάπης ενορίας Αγίου Μηνά.: [1094, 1895, 1252, 1955]
- oil-col1: [49, 799, 211, 1125]
- phone-label: Συντάξεως: [1220, 144, 1268, 155]
- paragraph: Σαν άμεση λύση και για εφέτος αποφασίστηκε η εξυπηρέτηση να γίνει από τον υφιστάμενο δρόμο με τις αναγκαίες βελτιώσεις του οδοστρώματος.: [613, 785, 752, 866]
- paragraph: Κυριακή 23—3—80 ώρα 10.00 π.μ.: [1272, 773, 1414, 784]
